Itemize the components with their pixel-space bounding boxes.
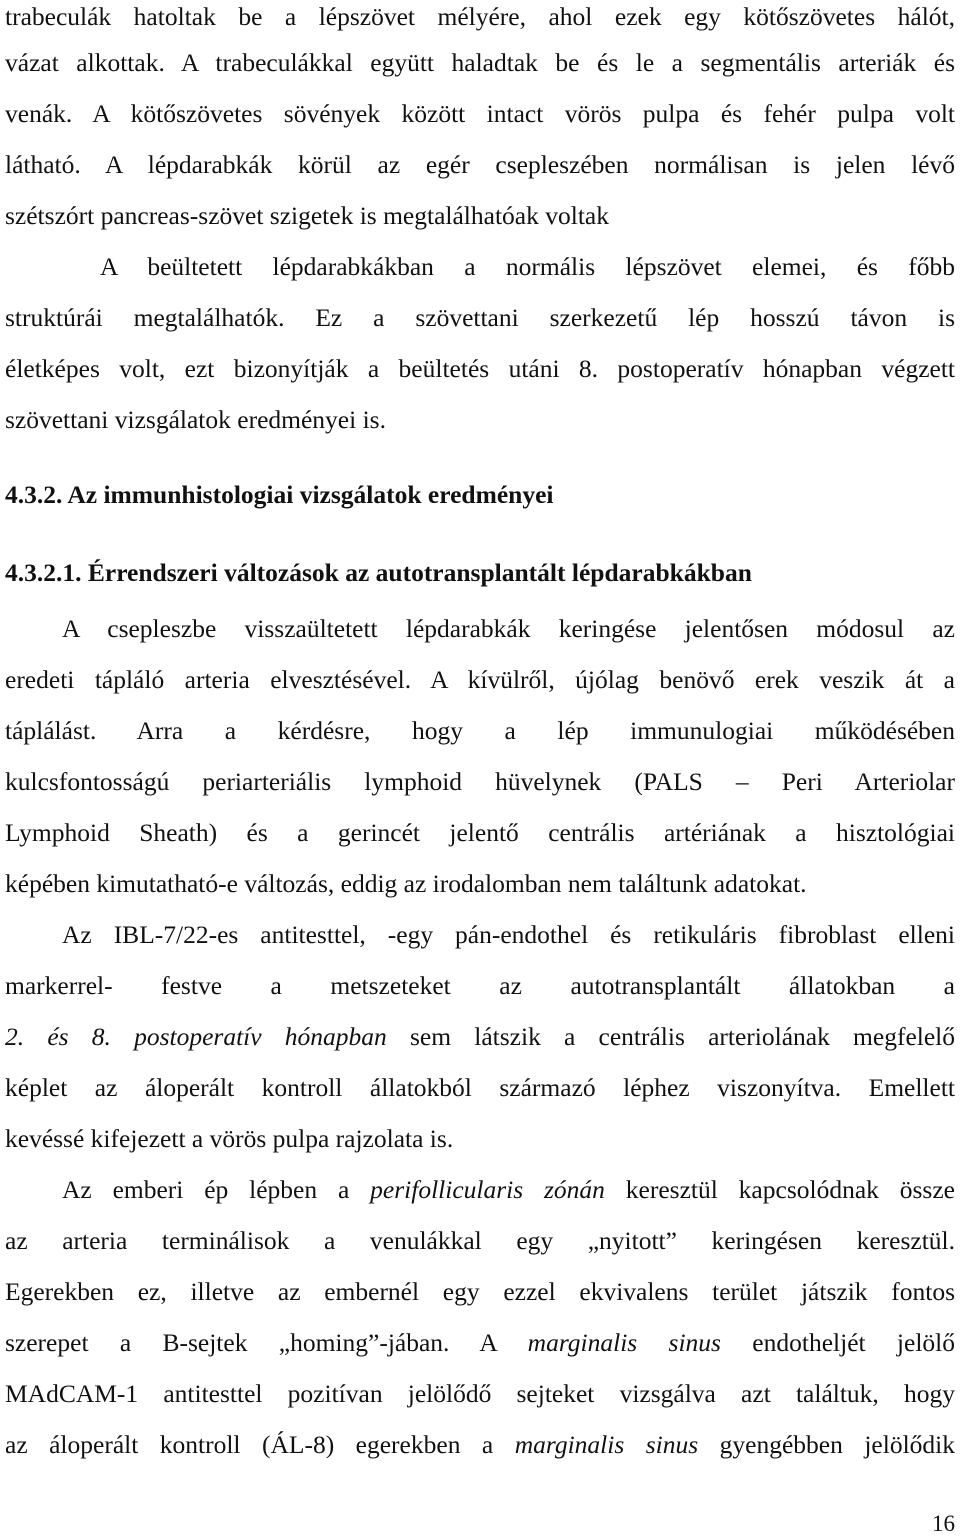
text-line: szövettani vizsgálatok eredményei is. [5,405,386,434]
text-line: életképes volt, ezt bizonyítják a beültetés utáni 8. postoperatív hónapban végzett [5,354,955,383]
text-line: A csepleszbe visszaültetett lépdarabkák keringése jelentősen módosul az [62,614,955,643]
text-line: MAdCAM-1 antitesttel pozitívan jelölődő sejteket vizsgálva azt találtuk, hogy [5,1379,955,1408]
section-heading: 4.3.2. Az immunhistologiai vizsgálatok eredményei [5,480,554,509]
text-line: látható. A lépdarabkák körül az egér csepleszében normálisan is jelen lévő [5,150,955,179]
text-line: kulcsfontosságú periarteriális lymphoid hüvelynek (PALS – Peri Arteriolar [5,767,955,796]
text-line: A beültetett lépdarabkákban a normális lépszövet elemei, és főbb [100,252,955,281]
italic-phrase: marginalis sinus [514,1430,699,1459]
text-span: keresztül kapcsolódnak össze [604,1175,955,1204]
italic-phrase: 2. és 8. postoperatív hónapban [5,1022,387,1051]
text-line: Egerekben ez, illetve az embernél egy ezzel ekvivalens terület játszik fontos [5,1277,955,1306]
text-span: gyengébben jelölődik [698,1430,955,1459]
text-line: kevéssé kifejezett a vörös pulpa rajzolata is. [5,1124,454,1153]
text-line: eredeti tápláló arteria elvesztésével. A kívülről, újólag benövő erek veszik át a [5,665,955,694]
text-line [5,1020,955,1054]
text-line: az arteria terminálisok a venulákkal egy „nyitott” keringésen keresztül. [5,1226,955,1255]
text-line: képében kimutatható-e változás, eddig az irodalomban nem találtunk adatokat. [5,869,807,898]
italic-phrase: marginalis sinus [527,1328,721,1357]
italic-phrase: perifollicularis zónán [370,1175,605,1204]
text-line [5,1428,955,1462]
text-line: Lymphoid Sheath) és a gerincét jelentő centrális artériának a hisztológiai [5,818,955,847]
text-line: képlet az áloperált kontroll állatokból származó léphez viszonyítva. Emellett [5,1073,955,1102]
text-span: Az emberi ép lépben a [62,1175,371,1204]
text-line: szétszórt pancreas-szövet szigetek is megtalálhatóak voltak [5,201,609,230]
text-line: markerrel- festve a metszeteket az autotransplantált állatokban a [5,971,955,1000]
text-line: struktúrái megtalálhatók. Ez a szövettani szerkezetű lép hosszú távon is [5,303,955,332]
text-line: táplálást. Arra a kérdésre, hogy a lép immunulogiai működésében [5,716,955,745]
text-line: trabeculák hatoltak be a lépszövet mélyére, ahol ezek egy kötőszövetes hálót, [5,2,955,31]
text-line: venák. A kötőszövetes sövények között intact vörös pulpa és fehér pulpa volt [5,99,955,128]
text-span: szerepet a B-sejtek „homing”-jában. A [5,1328,528,1357]
text-line: Az IBL-7/22-es antitesttel, -egy pán-endothel és retikuláris fibroblast elleni [62,920,955,949]
text-line [5,1173,955,1207]
subsection-heading: 4.3.2.1. Érrendszeri változások az autotransplantált lépdarabkákban [5,558,752,587]
text-line: vázat alkottak. A trabeculákkal együtt haladtak be és le a segmentális arteriák és [5,48,955,77]
text-span: endotheljét jelölő [720,1328,955,1357]
text-line [5,1326,955,1360]
text-span: sem látszik a centrális arteriolának megfelelő [386,1022,956,1051]
text-span: az áloperált kontroll (ÁL-8) egerekben a [5,1430,515,1459]
page-number: 16 [932,1511,955,1536]
